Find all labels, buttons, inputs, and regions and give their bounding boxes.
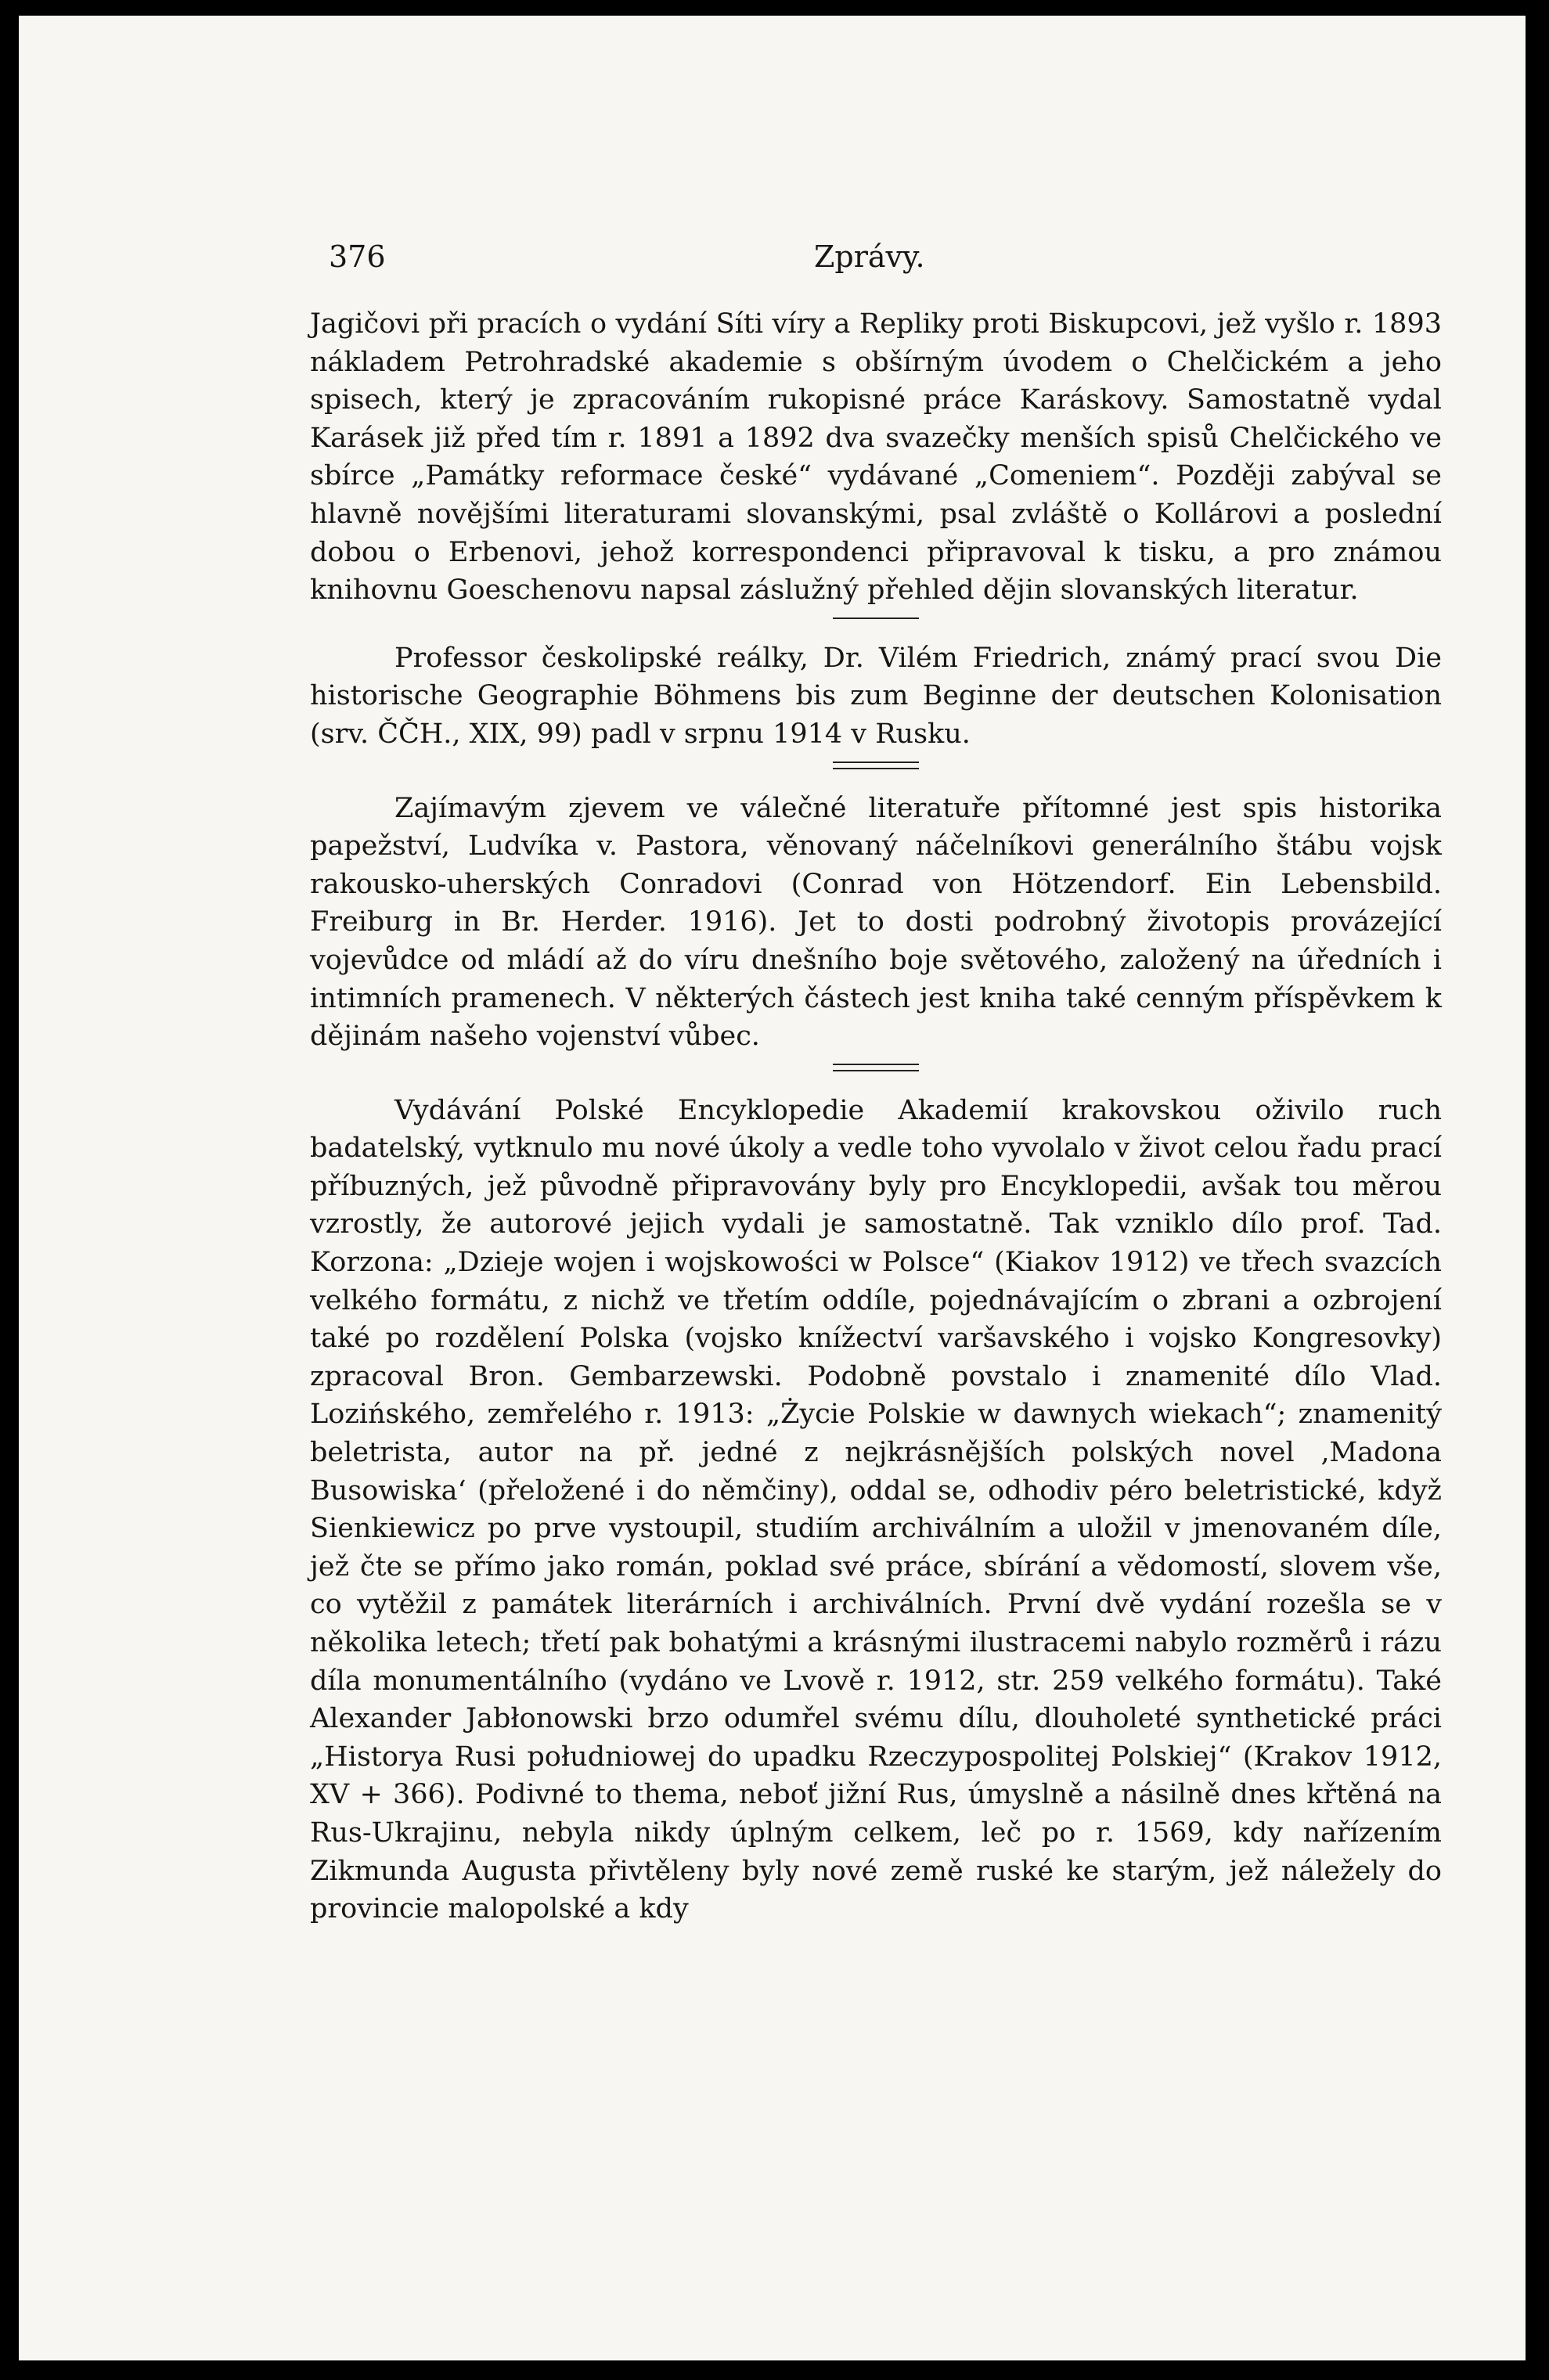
running-title: Zprávy.: [814, 239, 925, 274]
article-body: [310, 305, 1442, 1928]
page-number: 376: [329, 239, 386, 274]
running-header: [329, 239, 1461, 286]
paragraph-pastor: Zajímavým zjevem ve válečné literatuře přítomné jest spis historika papežství, Ludvíka v. Pastora, věnovaný náčelníkovi generálního štábu vojsk rakousko-uherských Conradovi (Conrad von Hötzendorf. Ein Lebensbild. Freiburg in Br. Herder. 1916). Jet to dosti podrobný životopis provázející vojevůdce od mládí až do víru dnešního boje světového, založený na úředních i intimních pramenech. V některých částech jest kniha také cenným příspěvkem k dějinám našeho vojenství vůbec.: [310, 792, 1442, 1053]
section-divider: [833, 618, 919, 619]
section-divider-double: [833, 1064, 919, 1071]
paragraph-karasek: Jagičovi při pracích o vydání Síti víry a Repliky proti Biskupcovi, jež vyšlo r. 1893 nákladem Petrohradské akademie s obšírným úvodem o Chelčickém a jeho spisech, který je zpracováním rukopisné práce Karáskovy. Samostatně vydal Karásek již před tím r. 1891 a 1892 dva svazečky menších spisů Chelčického ve sbírce „Památky reformace české“ vydávané „Comeniem“. Později zabýval se hlavně novějšími literaturami slovanskými, psal zvláště o Kollárovi a poslední dobou o Erbenovi, jehož korrespondenci připravoval k tisku, a pro známou knihovnu Goeschenovu napsal záslužný přehled dějin slovanských literatur.: [310, 308, 1442, 607]
paragraph-polish-encyclopedia: Vydávání Polské Encyklopedie Akademií krakovskou oživilo ruch badatelský, vytknulo mu nové úkoly a vedle toho vyvolalo v život celou řadu prací příbuzných, jež původně připravovány byly pro Encyklopedii, avšak tou měrou vzrostly, že autorové jejich vydali je samostatně. Tak vzniklo dílo prof. Tad. Korzona: „Dzieje wojen i wojskowości w Polsce“ (Kiakov 1912) ve třech svazcích velkého formátu, z nichž ve třetím oddíle, pojednávajícím o zbrani a ozbrojení také po rozdělení Polska (vojsko knížectví varšavského i vojsko Kongresovky) zpracoval Bron. Gembarzewski. Podobně povstalo i znamenité dílo Vlad. Lozińského, zemřelého r. 1913: „Życie Polskie w dawnych wiekach“; znamenitý beletrista, autor na př. jedné z nejkrásnějších polských novel ‚Madona Busowiska‘ (přeložené i do němčiny), oddal se, odhodiv péro beletristické, když Sienkiewicz po prve vystoupil, studiím archiválním a uložil v jmenovaném díle, jež čte se přímo jako román, poklad své práce, sbírání a vědomostí, slovem vše, co vytěžil z památek literárních i archiválních. První dvě vydání rozešla se v několika letech; třetí pak bohatými a krásnými ilustracemi nabylo rozměrů i rázu díla monumentálního (vydáno ve Lvově r. 1912, str. 259 velkého formátu). Také Alexander Jabłonowski brzo odumřel svému dílu, dlouholeté synthetické práci „Historya Rusi południowej do upadku Rzeczypospolitej Polskiej“ (Krakov 1912, XV + 366). Podivné to thema, neboť jižní Rus, úmyslně a násilně dnes křtěná na Rus-Ukrajinu, nebyla nikdy úplným celkem, leč po r. 1569, kdy nařízením Zikmunda Augusta přivtěleny byly nové země ruské ke starým, jež náležely do provincie malopolské a kdy: [310, 1094, 1442, 1925]
paragraph-friedrich: Professor českolipské reálky, Dr. Vilém Friedrich, známý prací svou Die historische Geographie Böhmens bis zum Beginne der deutschen Kolonisation (srv. ČČH., XIX, 99) padl v srpnu 1914 v Rusku.: [310, 642, 1442, 750]
section-divider-double: [833, 762, 919, 769]
